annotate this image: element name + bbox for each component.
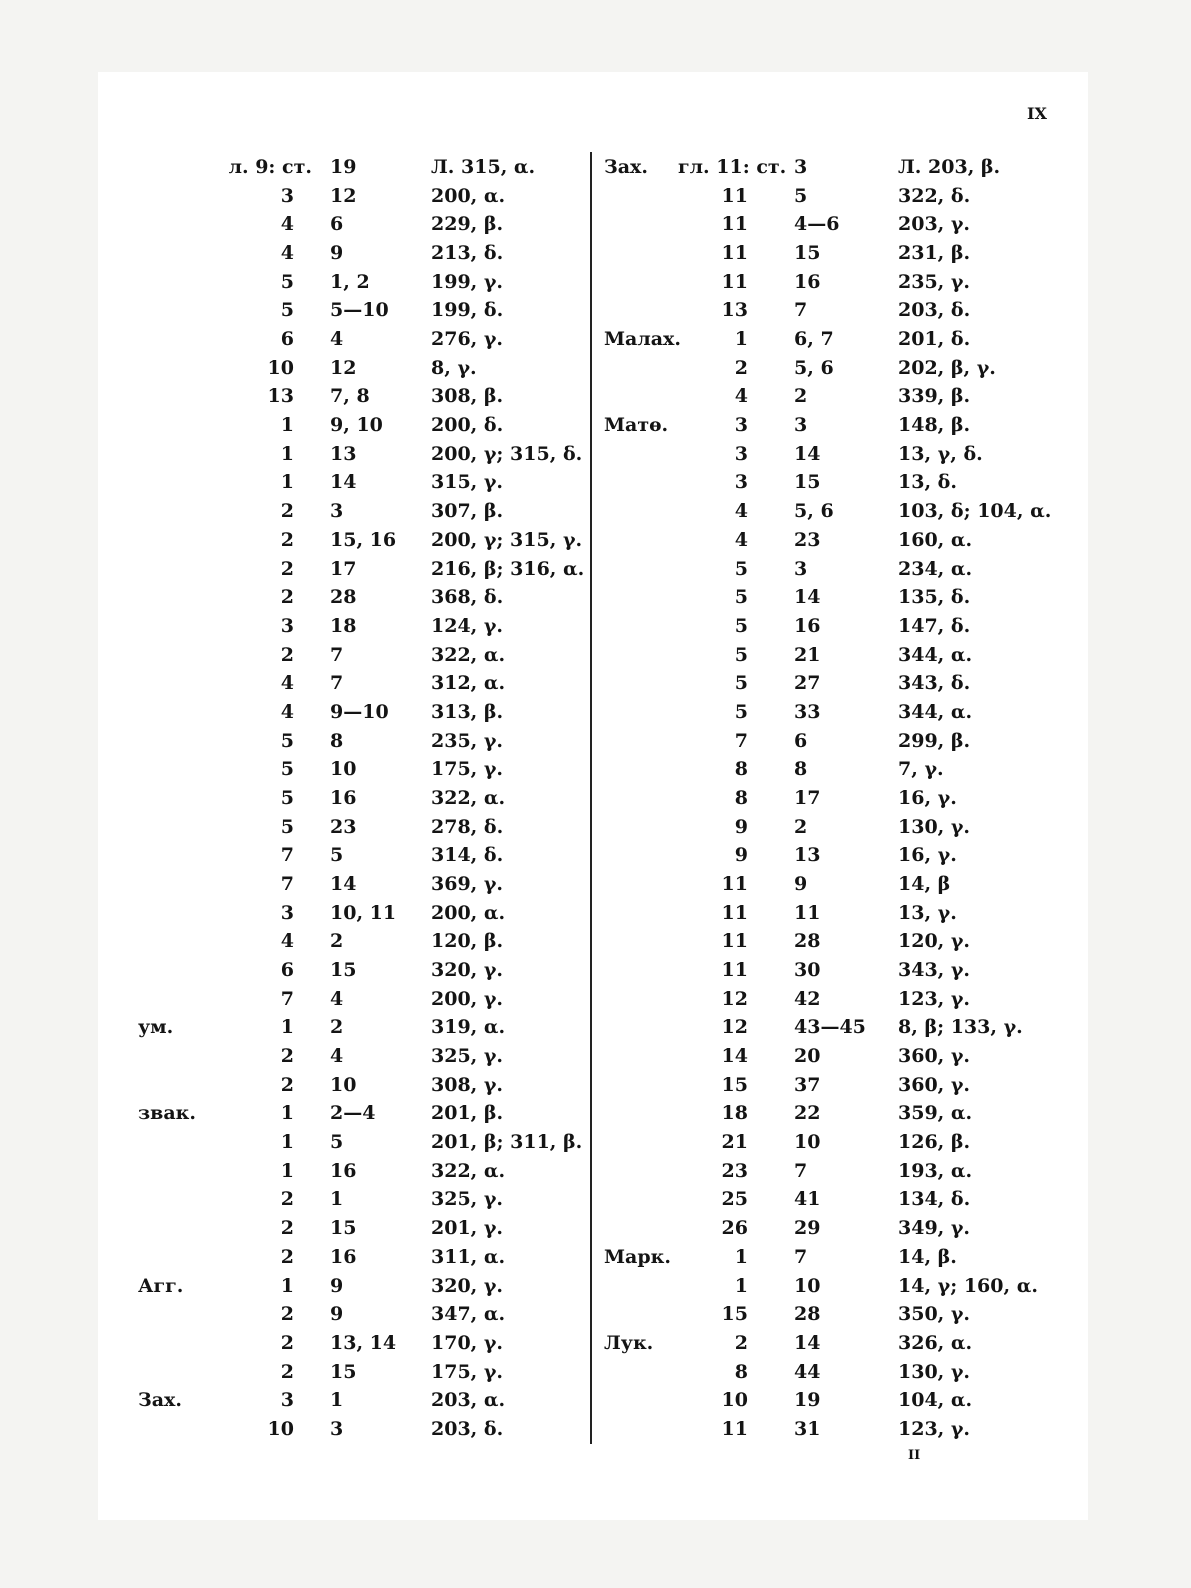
verse-number: 16 bbox=[330, 1160, 357, 1182]
page-reference: 344, α. bbox=[898, 644, 973, 666]
page-reference: 16, γ. bbox=[898, 844, 957, 866]
page-number: IX bbox=[1027, 104, 1047, 123]
page-reference: 203, γ. bbox=[898, 213, 971, 235]
chapter-number: 4 bbox=[280, 242, 294, 264]
column-divider bbox=[590, 152, 592, 1444]
page-reference: 199, γ. bbox=[431, 271, 504, 293]
page-reference: 312, α. bbox=[431, 672, 506, 694]
verse-number: 17 bbox=[794, 787, 821, 809]
chapter-number: 15 bbox=[721, 1303, 748, 1325]
chapter-number: 7 bbox=[280, 988, 294, 1010]
page-reference: 148, β. bbox=[898, 414, 971, 436]
chapter-number: 4 bbox=[280, 701, 294, 723]
chapter-number: 2 bbox=[280, 1246, 294, 1268]
chapter-number: 5 bbox=[280, 271, 294, 293]
verse-number: 13, 14 bbox=[330, 1332, 397, 1354]
verse-number: 15 bbox=[794, 471, 821, 493]
page-reference: 325, γ. bbox=[431, 1045, 504, 1067]
page-reference: 160, α. bbox=[898, 529, 973, 551]
page-reference: 234, α. bbox=[898, 558, 973, 580]
page-reference: 14, β. bbox=[898, 1246, 957, 1268]
page-reference: 308, γ. bbox=[431, 1074, 504, 1096]
page-reference: 276, γ. bbox=[431, 328, 504, 350]
verse-number: 3 bbox=[330, 500, 344, 522]
verse-number: 2 bbox=[794, 816, 808, 838]
chapter-number: 1 bbox=[280, 1160, 294, 1182]
page-reference: 344, α. bbox=[898, 701, 973, 723]
verse-number: 16 bbox=[330, 787, 357, 809]
verse-number: 7, 8 bbox=[330, 385, 370, 407]
chapter-number: 11 bbox=[721, 930, 748, 952]
verse-number: 10 bbox=[330, 758, 357, 780]
page-reference: 311, α. bbox=[431, 1246, 506, 1268]
verse-number: 28 bbox=[794, 1303, 821, 1325]
page-reference: 120, γ. bbox=[898, 930, 971, 952]
page-reference: 314, δ. bbox=[431, 844, 504, 866]
page-reference: 123, γ. bbox=[898, 1418, 971, 1440]
page-reference: 369, γ. bbox=[431, 873, 504, 895]
page-reference: 235, γ. bbox=[431, 730, 504, 752]
chapter-number: 2 bbox=[280, 558, 294, 580]
chapter-number: 4 bbox=[280, 672, 294, 694]
chapter-number: 11 bbox=[721, 959, 748, 981]
page-reference: 343, δ. bbox=[898, 672, 971, 694]
chapter-number: 13 bbox=[267, 385, 294, 407]
verse-number: 15 bbox=[794, 242, 821, 264]
verse-number: 11 bbox=[794, 902, 821, 924]
verse-number: 22 bbox=[794, 1102, 821, 1124]
page-reference: 7, γ. bbox=[898, 758, 944, 780]
chapter-number: 8 bbox=[734, 758, 748, 780]
verse-number: 7 bbox=[794, 1246, 808, 1268]
page-reference: 8, β; 133, γ. bbox=[898, 1016, 1023, 1038]
chapter-number: 11 bbox=[721, 242, 748, 264]
verse-number: 2 bbox=[330, 930, 344, 952]
verse-number: 5 bbox=[794, 185, 808, 207]
verse-number: 16 bbox=[794, 271, 821, 293]
chapter-number: 3 bbox=[280, 185, 294, 207]
page-reference: 130, γ. bbox=[898, 1361, 971, 1383]
chapter-number: 3 bbox=[734, 471, 748, 493]
verse-number: 6 bbox=[330, 213, 344, 235]
verse-number: 19 bbox=[794, 1389, 821, 1411]
page-reference: 200, γ. bbox=[431, 988, 504, 1010]
verse-number: 20 bbox=[794, 1045, 821, 1067]
book-label: звак. bbox=[138, 1102, 196, 1124]
chapter-number: 8 bbox=[734, 1361, 748, 1383]
verse-number: 13 bbox=[794, 844, 821, 866]
verse-number: 2 bbox=[330, 1016, 344, 1038]
verse-number: 4 bbox=[330, 328, 344, 350]
verse-number: 15, 16 bbox=[330, 529, 397, 551]
chapter-number: 2 bbox=[734, 1332, 748, 1354]
verse-number: 28 bbox=[794, 930, 821, 952]
verse-number: 3 bbox=[794, 558, 808, 580]
verse-number: 14 bbox=[794, 586, 821, 608]
chapter-number: 5 bbox=[734, 701, 748, 723]
chapter-number: гл. 11: ст. bbox=[678, 156, 787, 178]
chapter-number: 4 bbox=[280, 930, 294, 952]
page-reference: 343, γ. bbox=[898, 959, 971, 981]
page-reference: 360, γ. bbox=[898, 1045, 971, 1067]
chapter-number: 5 bbox=[734, 644, 748, 666]
page-reference: 16, γ. bbox=[898, 787, 957, 809]
verse-number: 6, 7 bbox=[794, 328, 834, 350]
page-reference: 14, γ; 160, α. bbox=[898, 1275, 1038, 1297]
chapter-number: 2 bbox=[280, 1361, 294, 1383]
chapter-number: 8 bbox=[734, 787, 748, 809]
chapter-number: 4 bbox=[280, 213, 294, 235]
verse-number: 10 bbox=[794, 1131, 821, 1153]
chapter-number: 1 bbox=[280, 1131, 294, 1153]
chapter-number: 10 bbox=[721, 1389, 748, 1411]
page-reference: 322, δ. bbox=[898, 185, 971, 207]
chapter-number: 5 bbox=[280, 787, 294, 809]
chapter-number: 2 bbox=[280, 1303, 294, 1325]
verse-number: 7 bbox=[330, 672, 344, 694]
chapter-number: 2 bbox=[280, 1074, 294, 1096]
chapter-number: 12 bbox=[721, 988, 748, 1010]
verse-number: 9, 10 bbox=[330, 414, 383, 436]
page-reference: 14, β bbox=[898, 873, 951, 895]
page-reference: 360, γ. bbox=[898, 1074, 971, 1096]
verse-number: 27 bbox=[794, 672, 821, 694]
chapter-number: 2 bbox=[280, 529, 294, 551]
verse-number: 5 bbox=[330, 1131, 344, 1153]
chapter-number: 5 bbox=[280, 730, 294, 752]
chapter-number: 3 bbox=[280, 1389, 294, 1411]
verse-number: 10 bbox=[330, 1074, 357, 1096]
verse-number: 6 bbox=[794, 730, 808, 752]
page-reference: 13, γ, δ. bbox=[898, 443, 983, 465]
chapter-number: 1 bbox=[280, 1275, 294, 1297]
verse-number: 14 bbox=[794, 443, 821, 465]
page-reference: 213, δ. bbox=[431, 242, 504, 264]
page-reference: 299, β. bbox=[898, 730, 971, 752]
page-reference: 319, α. bbox=[431, 1016, 506, 1038]
chapter-number: 11 bbox=[721, 185, 748, 207]
chapter-number: 13 bbox=[721, 299, 748, 321]
page-reference: 315, γ. bbox=[431, 471, 504, 493]
page-reference: 193, α. bbox=[898, 1160, 973, 1182]
verse-number: 42 bbox=[794, 988, 821, 1010]
verse-number: 16 bbox=[794, 615, 821, 637]
chapter-number: 2 bbox=[280, 1188, 294, 1210]
verse-number: 3 bbox=[794, 414, 808, 436]
chapter-number: 10 bbox=[267, 1418, 294, 1440]
page-reference: 216, β; 316, α. bbox=[431, 558, 585, 580]
page-reference: 201, β; 311, β. bbox=[431, 1131, 583, 1153]
chapter-number: 11 bbox=[721, 213, 748, 235]
page-reference: 200, δ. bbox=[431, 414, 504, 436]
page-reference: 307, β. bbox=[431, 500, 504, 522]
chapter-number: 1 bbox=[734, 1275, 748, 1297]
verse-number: 28 bbox=[330, 586, 357, 608]
page-reference: 126, β. bbox=[898, 1131, 971, 1153]
page-reference: 200, γ; 315, γ. bbox=[431, 529, 583, 551]
chapter-number: 2 bbox=[280, 586, 294, 608]
chapter-number: 5 bbox=[280, 758, 294, 780]
verse-number: 43—45 bbox=[794, 1016, 866, 1038]
page-reference: 202, β, γ. bbox=[898, 357, 996, 379]
verse-number: 33 bbox=[794, 701, 821, 723]
page-reference: 8, γ. bbox=[431, 357, 477, 379]
page-reference: 175, γ. bbox=[431, 758, 504, 780]
chapter-number: 7 bbox=[280, 844, 294, 866]
page-reference: 170, γ. bbox=[431, 1332, 504, 1354]
chapter-number: 2 bbox=[734, 357, 748, 379]
page-reference: 201, β. bbox=[431, 1102, 504, 1124]
page-reference: 349, γ. bbox=[898, 1217, 971, 1239]
verse-number: 15 bbox=[330, 1361, 357, 1383]
verse-number: 14 bbox=[330, 873, 357, 895]
printer-signature: II bbox=[908, 1448, 921, 1463]
page-reference: 326, α. bbox=[898, 1332, 973, 1354]
page-reference: 325, γ. bbox=[431, 1188, 504, 1210]
verse-number: 3 bbox=[330, 1418, 344, 1440]
book-label: Малах. bbox=[604, 328, 681, 350]
page-reference: 203, δ. bbox=[431, 1418, 504, 1440]
verse-number: 3 bbox=[794, 156, 808, 178]
verse-number: 5, 6 bbox=[794, 500, 834, 522]
page-reference: 339, β. bbox=[898, 385, 971, 407]
book-label: ум. bbox=[138, 1016, 174, 1038]
chapter-number: 12 bbox=[721, 1016, 748, 1038]
chapter-number: л. 9: ст. bbox=[228, 156, 312, 178]
chapter-number: 1 bbox=[280, 443, 294, 465]
verse-number: 44 bbox=[794, 1361, 821, 1383]
verse-number: 1, 2 bbox=[330, 271, 370, 293]
chapter-number: 14 bbox=[721, 1045, 748, 1067]
page-reference: 368, δ. bbox=[431, 586, 504, 608]
page-reference: 322, α. bbox=[431, 644, 506, 666]
chapter-number: 25 bbox=[721, 1188, 748, 1210]
chapter-number: 2 bbox=[280, 1332, 294, 1354]
page-reference: 359, α. bbox=[898, 1102, 973, 1124]
verse-number: 15 bbox=[330, 1217, 357, 1239]
chapter-number: 6 bbox=[280, 959, 294, 981]
verse-number: 19 bbox=[330, 156, 357, 178]
verse-number: 7 bbox=[330, 644, 344, 666]
page-reference: 322, α. bbox=[431, 787, 506, 809]
page-reference: 147, δ. bbox=[898, 615, 971, 637]
chapter-number: 1 bbox=[734, 328, 748, 350]
chapter-number: 1 bbox=[280, 1102, 294, 1124]
page-reference: 322, α. bbox=[431, 1160, 506, 1182]
verse-number: 5 bbox=[330, 844, 344, 866]
page-reference: 201, δ. bbox=[898, 328, 971, 350]
verse-number: 21 bbox=[794, 644, 821, 666]
page-reference: Л. 315, α. bbox=[431, 156, 536, 178]
book-label: Матѳ. bbox=[604, 414, 669, 436]
page-reference: 308, β. bbox=[431, 385, 504, 407]
page-reference: 203, δ. bbox=[898, 299, 971, 321]
book-label: Зах. bbox=[604, 156, 648, 178]
verse-number: 10 bbox=[794, 1275, 821, 1297]
chapter-number: 11 bbox=[721, 1418, 748, 1440]
page-reference: 120, β. bbox=[431, 930, 504, 952]
page-reference: 134, δ. bbox=[898, 1188, 971, 1210]
page-reference: 320, γ. bbox=[431, 1275, 504, 1297]
chapter-number: 9 bbox=[734, 844, 748, 866]
page-reference: 231, β. bbox=[898, 242, 971, 264]
chapter-number: 3 bbox=[734, 443, 748, 465]
verse-number: 13 bbox=[330, 443, 357, 465]
chapter-number: 1 bbox=[280, 471, 294, 493]
chapter-number: 5 bbox=[280, 299, 294, 321]
page-reference: 13, δ. bbox=[898, 471, 957, 493]
verse-number: 1 bbox=[330, 1188, 344, 1210]
verse-number: 9 bbox=[330, 1303, 344, 1325]
verse-number: 15 bbox=[330, 959, 357, 981]
chapter-number: 5 bbox=[734, 615, 748, 637]
verse-number: 41 bbox=[794, 1188, 821, 1210]
chapter-number: 1 bbox=[734, 1246, 748, 1268]
book-label: Марк. bbox=[604, 1246, 671, 1268]
chapter-number: 6 bbox=[280, 328, 294, 350]
chapter-number: 7 bbox=[734, 730, 748, 752]
page-reference: 200, γ; 315, δ. bbox=[431, 443, 583, 465]
page-reference: 124, γ. bbox=[431, 615, 504, 637]
chapter-number: 5 bbox=[734, 672, 748, 694]
chapter-number: 1 bbox=[280, 414, 294, 436]
page-reference: 350, γ. bbox=[898, 1303, 971, 1325]
book-label: Зах. bbox=[138, 1389, 182, 1411]
chapter-number: 7 bbox=[280, 873, 294, 895]
chapter-number: 2 bbox=[280, 1045, 294, 1067]
page-reference: 199, δ. bbox=[431, 299, 504, 321]
page-reference: 103, δ; 104, α. bbox=[898, 500, 1052, 522]
verse-number: 14 bbox=[794, 1332, 821, 1354]
verse-number: 4 bbox=[330, 1045, 344, 1067]
page-reference: 104, α. bbox=[898, 1389, 973, 1411]
verse-number: 37 bbox=[794, 1074, 821, 1096]
chapter-number: 3 bbox=[280, 615, 294, 637]
page-reference: 123, γ. bbox=[898, 988, 971, 1010]
chapter-number: 2 bbox=[280, 1217, 294, 1239]
chapter-number: 21 bbox=[721, 1131, 748, 1153]
verse-number: 14 bbox=[330, 471, 357, 493]
chapter-number: 26 bbox=[721, 1217, 748, 1239]
verse-number: 4 bbox=[330, 988, 344, 1010]
chapter-number: 3 bbox=[734, 414, 748, 436]
page-reference: 229, β. bbox=[431, 213, 504, 235]
page-reference: 135, δ. bbox=[898, 586, 971, 608]
page-reference: 278, δ. bbox=[431, 816, 504, 838]
page-reference: 313, β. bbox=[431, 701, 504, 723]
verse-number: 2—4 bbox=[330, 1102, 376, 1124]
verse-number: 9 bbox=[794, 873, 808, 895]
verse-number: 12 bbox=[330, 185, 357, 207]
verse-number: 4—6 bbox=[794, 213, 840, 235]
verse-number: 1 bbox=[330, 1389, 344, 1411]
book-label: Лук. bbox=[604, 1332, 654, 1354]
verse-number: 23 bbox=[330, 816, 357, 838]
page-reference: 201, γ. bbox=[431, 1217, 504, 1239]
page-reference: 347, α. bbox=[431, 1303, 506, 1325]
verse-number: 16 bbox=[330, 1246, 357, 1268]
chapter-number: 11 bbox=[721, 873, 748, 895]
chapter-number: 9 bbox=[734, 816, 748, 838]
page-reference: 320, γ. bbox=[431, 959, 504, 981]
chapter-number: 18 bbox=[721, 1102, 748, 1124]
chapter-number: 5 bbox=[734, 586, 748, 608]
chapter-number: 5 bbox=[734, 558, 748, 580]
verse-number: 9 bbox=[330, 1275, 344, 1297]
page-reference: 200, α. bbox=[431, 902, 506, 924]
verse-number: 23 bbox=[794, 529, 821, 551]
verse-number: 10, 11 bbox=[330, 902, 397, 924]
chapter-number: 23 bbox=[721, 1160, 748, 1182]
verse-number: 12 bbox=[330, 357, 357, 379]
verse-number: 29 bbox=[794, 1217, 821, 1239]
verse-number: 7 bbox=[794, 299, 808, 321]
verse-number: 9 bbox=[330, 242, 344, 264]
chapter-number: 4 bbox=[734, 385, 748, 407]
book-label: Агг. bbox=[138, 1275, 184, 1297]
chapter-number: 5 bbox=[280, 816, 294, 838]
chapter-number: 15 bbox=[721, 1074, 748, 1096]
verse-number: 2 bbox=[794, 385, 808, 407]
page-reference: 175, γ. bbox=[431, 1361, 504, 1383]
verse-number: 8 bbox=[794, 758, 808, 780]
verse-number: 7 bbox=[794, 1160, 808, 1182]
page-reference: 200, α. bbox=[431, 185, 506, 207]
page-reference: 235, γ. bbox=[898, 271, 971, 293]
chapter-number: 2 bbox=[280, 644, 294, 666]
page-reference: 203, α. bbox=[431, 1389, 506, 1411]
verse-number: 31 bbox=[794, 1418, 821, 1440]
page-reference: 13, γ. bbox=[898, 902, 957, 924]
chapter-number: 11 bbox=[721, 902, 748, 924]
chapter-number: 1 bbox=[280, 1016, 294, 1038]
chapter-number: 3 bbox=[280, 902, 294, 924]
chapter-number: 4 bbox=[734, 500, 748, 522]
verse-number: 30 bbox=[794, 959, 821, 981]
verse-number: 17 bbox=[330, 558, 357, 580]
chapter-number: 11 bbox=[721, 271, 748, 293]
verse-number: 5, 6 bbox=[794, 357, 834, 379]
page-reference: 130, γ. bbox=[898, 816, 971, 838]
chapter-number: 2 bbox=[280, 500, 294, 522]
verse-number: 18 bbox=[330, 615, 357, 637]
chapter-number: 10 bbox=[267, 357, 294, 379]
verse-number: 5—10 bbox=[330, 299, 389, 321]
chapter-number: 4 bbox=[734, 529, 748, 551]
page-reference: Л. 203, β. bbox=[898, 156, 1001, 178]
verse-number: 9—10 bbox=[330, 701, 389, 723]
verse-number: 8 bbox=[330, 730, 344, 752]
